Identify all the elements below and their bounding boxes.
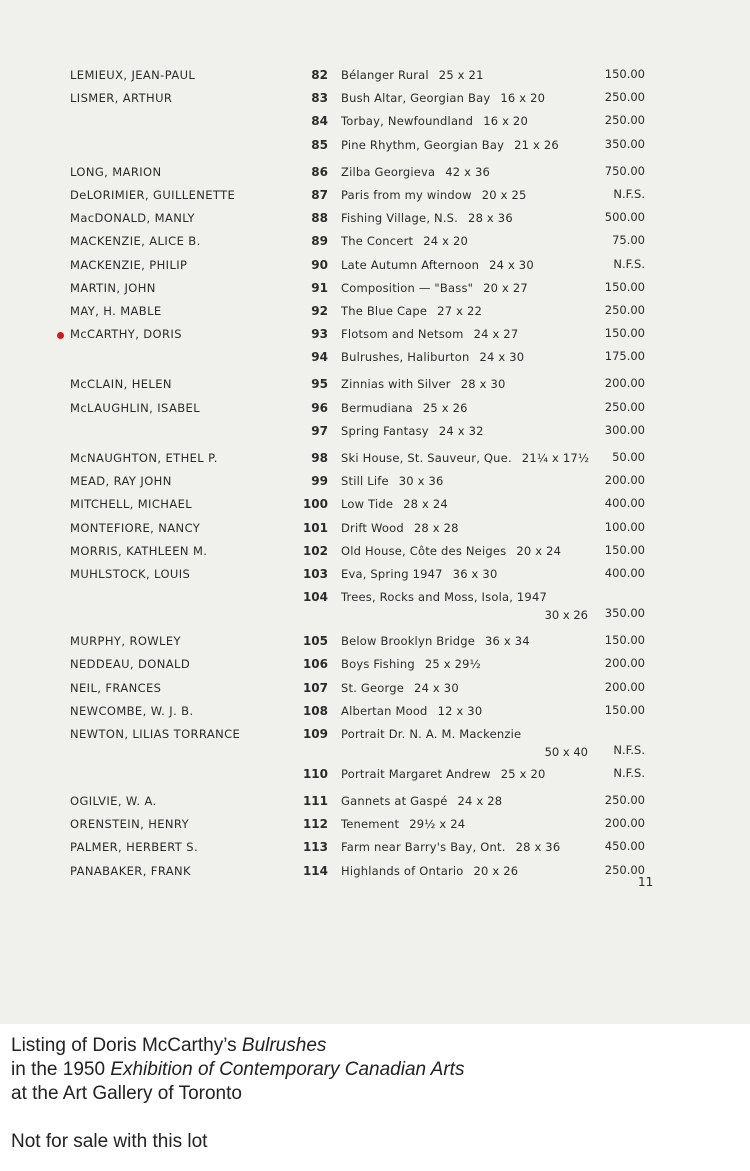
caption-note: Not for sale with this lot bbox=[11, 1131, 208, 1152]
artwork-size: 25 x 20 bbox=[500, 766, 546, 781]
catalog-entry bbox=[0, 420, 750, 443]
artist-name: MARTIN, JOHN bbox=[70, 280, 156, 295]
caption-line-1: Listing of Doris McCarthy’s Bulrushes bbox=[11, 1035, 327, 1056]
catalog-entry bbox=[0, 254, 750, 277]
catalog-entry bbox=[0, 700, 750, 723]
artwork-title: St. George bbox=[341, 680, 405, 695]
artwork-title: Boys Fishing bbox=[341, 657, 415, 672]
artwork-size: 24 x 28 bbox=[457, 794, 503, 809]
caption-line-3: at the Art Gallery of Toronto bbox=[11, 1083, 242, 1104]
catalog-entry bbox=[0, 630, 750, 653]
catalog-number: 87 bbox=[311, 187, 328, 202]
catalog-entry bbox=[0, 653, 750, 676]
catalog-entry bbox=[0, 763, 750, 786]
artwork-title: Late Autumn Afternoon bbox=[341, 257, 480, 272]
catalog-entry bbox=[0, 493, 750, 516]
artwork-title: Eva, Spring 1947 bbox=[341, 566, 443, 581]
catalog-number: 98 bbox=[311, 451, 328, 465]
artwork-size: 20 x 24 bbox=[516, 543, 562, 558]
catalog-number: 105 bbox=[302, 634, 328, 649]
artwork-size: 28 x 24 bbox=[403, 497, 448, 512]
artwork-price: 150.00 bbox=[604, 542, 645, 557]
catalog-number: 84 bbox=[311, 114, 328, 129]
catalog-number: 89 bbox=[311, 234, 328, 249]
catalog-entry bbox=[0, 813, 750, 836]
caption bbox=[11, 1034, 731, 1154]
catalog-number: 85 bbox=[311, 137, 328, 152]
catalog-number: 93 bbox=[311, 327, 328, 342]
artwork-price: 150.00 bbox=[604, 326, 645, 341]
artist-name: ORENSTEIN, HENRY bbox=[70, 817, 190, 832]
artwork-price: 150.00 bbox=[604, 279, 645, 294]
artwork-size: 24 x 30 bbox=[489, 257, 534, 272]
artwork-size: 50 x 40 bbox=[544, 744, 588, 759]
catalog-entry bbox=[0, 836, 750, 859]
page-number: 11 bbox=[638, 875, 654, 889]
catalog-number: 90 bbox=[311, 257, 328, 272]
artwork-title: Torbay, Newfoundland bbox=[341, 114, 474, 129]
catalog-entry bbox=[0, 563, 750, 586]
artwork-title: Zinnias with Silver bbox=[341, 377, 451, 392]
artist-name: McCLAIN, HELEN bbox=[70, 377, 172, 392]
artwork-title: Bulrushes, Haliburton bbox=[341, 350, 470, 365]
artwork-size: 21 x 26 bbox=[514, 137, 559, 152]
artwork-size: 25 x 21 bbox=[438, 68, 484, 82]
catalog-number: 94 bbox=[311, 350, 328, 365]
artist-name: MACKENZIE, ALICE B. bbox=[70, 234, 201, 249]
catalog-entry bbox=[0, 184, 750, 207]
artwork-price: N.F.S. bbox=[613, 186, 645, 201]
artwork-price: 200.00 bbox=[604, 816, 645, 831]
catalog-entry bbox=[0, 207, 750, 230]
artwork-size: 36 x 30 bbox=[452, 566, 498, 581]
artwork-price: 250.00 bbox=[604, 90, 645, 105]
artist-name: MAY, H. MABLE bbox=[70, 303, 162, 318]
artwork-title: Paris from my window bbox=[341, 187, 472, 202]
catalog-entry bbox=[0, 161, 750, 184]
artist-name: PANABAKER, FRANK bbox=[70, 863, 191, 878]
artist-name: LEMIEUX, JEAN-PAUL bbox=[70, 68, 196, 82]
artwork-title: Flotsom and Netsom bbox=[341, 327, 464, 342]
artist-name: MACKENZIE, PHILIP bbox=[70, 257, 188, 272]
artwork-size: 24 x 30 bbox=[479, 350, 525, 365]
artwork-title: Farm near Barry's Bay, Ont. bbox=[341, 840, 506, 855]
artwork-price: 350.00 bbox=[604, 606, 645, 621]
artwork-price: 300.00 bbox=[604, 422, 645, 437]
artwork-title: Low Tide bbox=[341, 497, 394, 512]
artist-name: MEAD, RAY JOHN bbox=[70, 474, 172, 489]
catalog-number: 108 bbox=[302, 703, 328, 718]
artwork-title: Old House, Côte des Neiges bbox=[341, 543, 507, 558]
catalog-number: 97 bbox=[311, 423, 328, 438]
red-dot-marker bbox=[57, 332, 64, 339]
catalog-number: 88 bbox=[311, 211, 328, 226]
catalog-number: 107 bbox=[302, 680, 328, 695]
artwork-price: 150.00 bbox=[604, 702, 645, 717]
catalog-entry bbox=[0, 277, 750, 300]
artwork-price: 150.00 bbox=[604, 67, 645, 81]
artwork-size: 24 x 30 bbox=[414, 680, 459, 695]
catalog-entry bbox=[0, 517, 750, 540]
artwork-title: Bermudiana bbox=[341, 400, 413, 415]
artist-name: McNAUGHTON, ETHEL P. bbox=[70, 451, 218, 465]
artwork-title: Fishing Village, N.S. bbox=[341, 211, 459, 226]
artwork-size: 28 x 28 bbox=[413, 520, 459, 535]
artwork-price: 400.00 bbox=[604, 565, 645, 580]
artwork-price: 350.00 bbox=[604, 136, 645, 151]
artwork-size: 28 x 30 bbox=[460, 377, 506, 392]
artwork-size: 30 x 36 bbox=[398, 474, 444, 489]
artist-name: MacDONALD, MANLY bbox=[70, 211, 195, 226]
artwork-title: Albertan Mood bbox=[341, 703, 428, 718]
artwork-price: 500.00 bbox=[604, 210, 645, 225]
artwork-size: 24 x 27 bbox=[473, 327, 519, 342]
catalog-number: 82 bbox=[311, 68, 328, 82]
artwork-size: 28 x 36 bbox=[515, 840, 561, 855]
artwork-price: 75.00 bbox=[612, 233, 645, 248]
artwork-price: 250.00 bbox=[604, 862, 645, 877]
catalog-number: 103 bbox=[302, 566, 328, 581]
catalog-number: 104 bbox=[302, 590, 328, 605]
catalog-entry bbox=[0, 64, 750, 87]
artwork-title: Trees, Rocks and Moss, Isola, 1947 bbox=[341, 590, 547, 605]
artist-name: NEWCOMBE, W. J. B. bbox=[70, 703, 194, 718]
catalog-number: 106 bbox=[302, 657, 328, 672]
artwork-price: 100.00 bbox=[604, 519, 645, 534]
catalog-number: 113 bbox=[302, 840, 328, 855]
artist-name: McLAUGHLIN, ISABEL bbox=[70, 400, 201, 415]
catalog-number: 83 bbox=[311, 91, 328, 106]
catalog-number: 102 bbox=[302, 543, 328, 558]
catalog-number: 111 bbox=[302, 794, 328, 809]
artwork-size: 24 x 20 bbox=[423, 234, 469, 249]
artwork-title: The Concert bbox=[341, 234, 414, 249]
artwork-title: Below Brooklyn Bridge bbox=[341, 634, 475, 649]
artwork-title: Ski House, St. Sauveur, Que. bbox=[341, 451, 512, 465]
catalog-entry bbox=[0, 230, 750, 253]
artist-name: LONG, MARION bbox=[70, 164, 162, 179]
artwork-price: 400.00 bbox=[604, 496, 645, 511]
catalog-entry bbox=[0, 470, 750, 493]
artwork-size: 20 x 25 bbox=[481, 187, 527, 202]
artwork-size: 42 x 36 bbox=[445, 164, 491, 179]
artwork-title: Bélanger Rural bbox=[341, 68, 429, 82]
artist-name: NEDDEAU, DONALD bbox=[70, 657, 191, 672]
catalog-entry bbox=[0, 586, 750, 626]
artwork-size: 21¼ x 17½ bbox=[521, 451, 590, 465]
catalog-entry bbox=[0, 790, 750, 813]
catalog-entry bbox=[0, 677, 750, 700]
artwork-size: 12 x 30 bbox=[437, 703, 483, 718]
artist-name: McCARTHY, DORIS bbox=[70, 327, 182, 342]
artwork-size: 29½ x 24 bbox=[409, 817, 466, 832]
artwork-price: 250.00 bbox=[604, 399, 645, 414]
artwork-title: Spring Fantasy bbox=[341, 423, 429, 438]
artwork-size: 30 x 26 bbox=[544, 608, 588, 623]
artist-name: MONTEFIORE, NANCY bbox=[70, 520, 201, 535]
catalog-number: 101 bbox=[302, 520, 328, 535]
artist-name: LISMER, ARTHUR bbox=[70, 91, 173, 106]
artwork-price: 50.00 bbox=[612, 450, 645, 464]
artwork-size: 25 x 26 bbox=[422, 400, 468, 415]
artist-name: MORRIS, KATHLEEN M. bbox=[70, 543, 208, 558]
artwork-size: 24 x 32 bbox=[438, 423, 484, 438]
artwork-size: 27 x 22 bbox=[437, 303, 482, 318]
artwork-price: 250.00 bbox=[604, 793, 645, 808]
artwork-size: 36 x 34 bbox=[485, 634, 530, 649]
artist-name: MURPHY, ROWLEY bbox=[70, 634, 181, 649]
artwork-size: 20 x 27 bbox=[483, 280, 528, 295]
artwork-title: The Blue Cape bbox=[341, 303, 428, 318]
artwork-title: Composition — "Bass" bbox=[341, 280, 474, 295]
catalog-entry bbox=[0, 346, 750, 369]
artwork-size: 28 x 36 bbox=[468, 211, 513, 226]
artwork-price: 450.00 bbox=[604, 839, 645, 854]
artwork-title: Portrait Margaret Andrew bbox=[341, 766, 491, 781]
artwork-price: 200.00 bbox=[604, 679, 645, 694]
artwork-price: 200.00 bbox=[604, 656, 645, 671]
artwork-title: Drift Wood bbox=[341, 520, 404, 535]
catalog-entry bbox=[0, 540, 750, 563]
artwork-price: N.F.S. bbox=[613, 256, 645, 271]
catalog-number: 114 bbox=[302, 863, 328, 878]
artwork-price: 175.00 bbox=[604, 349, 645, 364]
artist-name: PALMER, HERBERT S. bbox=[70, 840, 199, 855]
catalog-number: 100 bbox=[302, 497, 328, 512]
catalog-number: 92 bbox=[311, 303, 328, 318]
artwork-title: Zilba Georgieva bbox=[341, 164, 436, 179]
artwork-title: Gannets at Gaspé bbox=[341, 794, 448, 809]
artwork-title: Tenement bbox=[341, 817, 400, 832]
catalog-entry bbox=[0, 397, 750, 420]
catalog-number: 99 bbox=[311, 474, 328, 489]
artist-name: NEIL, FRANCES bbox=[70, 680, 162, 695]
catalog-entry bbox=[0, 87, 750, 110]
artwork-price: 200.00 bbox=[604, 376, 645, 391]
artwork-title: Portrait Dr. N. A. M. Mackenzie bbox=[341, 726, 522, 741]
artwork-size: 16 x 20 bbox=[500, 91, 546, 106]
artwork-price: 200.00 bbox=[604, 473, 645, 488]
catalog-entry bbox=[0, 323, 750, 346]
catalog-number: 96 bbox=[311, 400, 328, 415]
catalog-number: 86 bbox=[311, 164, 328, 179]
artwork-title: Bush Altar, Georgian Bay bbox=[341, 91, 491, 106]
artist-name: OGILVIE, W. A. bbox=[70, 794, 157, 809]
caption-line-2: in the 1950 Exhibition of Contemporary Canadian Arts bbox=[11, 1059, 465, 1080]
artist-name: MUHLSTOCK, LOUIS bbox=[70, 566, 191, 581]
artwork-size: 25 x 29½ bbox=[424, 657, 481, 672]
artist-name: DeLORIMIER, GUILLENETTE bbox=[70, 187, 236, 202]
artwork-price: N.F.S. bbox=[613, 765, 645, 780]
artist-name: NEWTON, LILIAS TORRANCE bbox=[70, 726, 241, 741]
catalog-entries bbox=[0, 64, 750, 883]
artist-name: MITCHELL, MICHAEL bbox=[70, 497, 193, 512]
artwork-title: Pine Rhythm, Georgian Bay bbox=[341, 137, 505, 152]
artwork-title: Highlands of Ontario bbox=[341, 863, 464, 878]
artwork-price: 150.00 bbox=[604, 633, 645, 648]
catalog-entry bbox=[0, 110, 750, 133]
catalog-entry bbox=[0, 300, 750, 323]
artwork-price: 750.00 bbox=[604, 163, 645, 178]
catalog-entry bbox=[0, 134, 750, 157]
catalog-number: 109 bbox=[302, 726, 328, 741]
catalog-number: 110 bbox=[302, 766, 328, 781]
artwork-title: Still Life bbox=[341, 474, 389, 489]
artwork-price: N.F.S. bbox=[613, 742, 645, 757]
catalog-entry bbox=[0, 373, 750, 396]
catalog-entry bbox=[0, 447, 750, 470]
artwork-price: 250.00 bbox=[604, 302, 645, 317]
catalog-entry bbox=[0, 723, 750, 763]
catalog-number: 91 bbox=[311, 280, 328, 295]
artwork-size: 16 x 20 bbox=[483, 114, 528, 129]
artwork-price: 250.00 bbox=[604, 113, 645, 128]
catalog-number: 112 bbox=[302, 817, 328, 832]
catalog-number: 95 bbox=[311, 377, 328, 392]
artwork-size: 20 x 26 bbox=[473, 863, 519, 878]
